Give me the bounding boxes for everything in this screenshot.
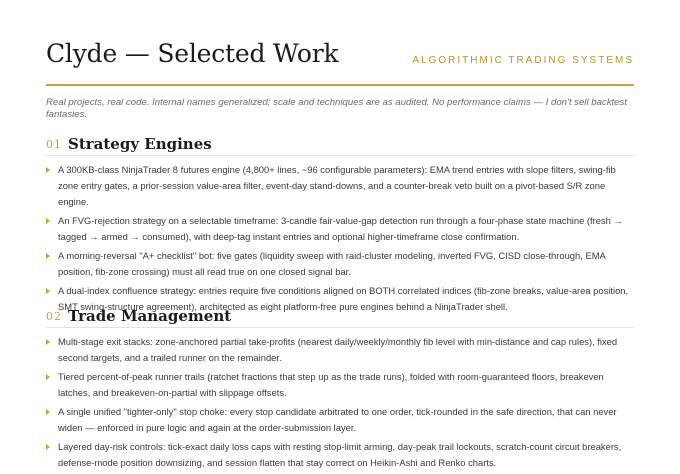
page-tagline: ALGORITHMIC TRADING SYSTEMS	[412, 55, 634, 66]
list-item-text: A morning-reversal "A+ checklist" bot: five gates (liquidity sweep with raid-cluster modeling, inverted FVG, CISD close-through, EMA position, fib-zone crossing) must all read true on one closed signal bar.	[58, 250, 606, 277]
section-title: Trade Management	[68, 307, 232, 325]
triangle-bullet-icon	[46, 409, 50, 415]
page	[46, 0, 634, 468]
intro-text: Real projects, real code. Internal names generalized; scale and techniques are as audited. No performance claims — I don't sell backtest fantasies.	[46, 97, 627, 120]
triangle-bullet-icon	[46, 374, 50, 380]
list-item-text: Layered day-risk controls: tick-exact daily loss caps with resting stop-limit arming, day-peak trail lockouts, scratch-count circuit breakers, defense-mode position downsizing, and session flatten that stay correct on Heikin-Ashi and Renko charts.	[58, 441, 622, 468]
triangle-bullet-icon	[46, 253, 50, 259]
list-item	[46, 334, 634, 366]
list-item	[46, 404, 634, 436]
section-title: Strategy Engines	[68, 135, 212, 153]
list-item-text: A single unified "tighter-only" stop choke: every stop candidate arbitrated to one order, tick-rounded in the safe direction, that can never widen — enforced in pure logic and again at the order-submission layer.	[58, 406, 617, 433]
triangle-bullet-icon	[46, 444, 50, 450]
section-number: 01	[46, 138, 62, 151]
list-item-text: A dual-index confluence strategy: entries require five conditions aligned on BOTH correlated indices (fib-zone breaks, value-area position, SMT swing-structure agreement), architected as eight platform-free pure engines behind a NinjaTrader shell.	[58, 285, 629, 312]
list-item	[46, 248, 634, 280]
strategy-engines-list	[46, 162, 634, 318]
header-divider	[46, 84, 634, 86]
list-item-text: An FVG-rejection strategy on a selectable timeframe: 3-candle fair-value-gap detection run through a four-phase state machine (fresh → tagged → armed → consumed), with deep-tag instant entries and optional higher-timeframe close confirmation.	[58, 215, 623, 242]
triangle-bullet-icon	[46, 218, 50, 224]
trade-management-list	[46, 334, 634, 474]
triangle-bullet-icon	[46, 288, 50, 294]
list-item	[46, 369, 634, 401]
list-item	[46, 213, 634, 245]
list-item-text: Tiered percent-of-peak runner trails (ratchet fractions that step up as the trade runs), folded with room-guaranteed floors, breakeven latches, and breakeven-on-partial with slippage offsets.	[58, 371, 604, 398]
list-item-text: A 300KB-class NinjaTrader 8 futures engine (4,800+ lines, ~96 configurable parameters): EMA trend entries with slope filters, swing-fib zone entry gates, a prior-session value-area filter, event-day stand-downs, and a counter-break veto built on a pivot-based S/R zone engine.	[58, 164, 616, 207]
section-number: 02	[46, 310, 62, 323]
list-item-text: Multi-stage exit stacks: zone-anchored partial take-profits (nearest daily/weekly/monthly fib level with min-distance and cap rules), fixed second targets, and a trailed runner on the remainder.	[58, 336, 618, 363]
list-item	[46, 439, 634, 471]
section-heading-strategy-engines	[46, 135, 634, 156]
page-header	[46, 0, 634, 86]
triangle-bullet-icon	[46, 167, 50, 173]
page-title: Clyde — Selected Work	[46, 39, 339, 68]
section-heading-trade-management	[46, 307, 634, 328]
triangle-bullet-icon	[46, 339, 50, 345]
list-item	[46, 162, 634, 210]
